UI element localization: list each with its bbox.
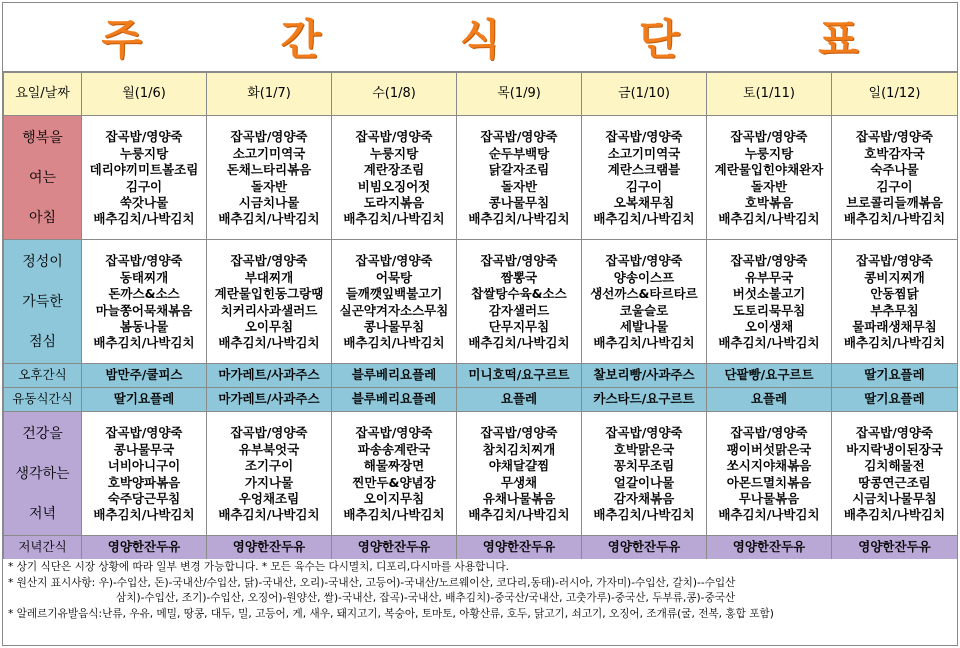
menu-item: 배추김치/나박김치 bbox=[218, 211, 320, 227]
label-line: 생각하는 bbox=[15, 465, 70, 482]
menu-item: 쑥갓나물 bbox=[119, 194, 169, 210]
menu-item: 잡곡밥/영양죽 bbox=[230, 253, 308, 269]
menu-item: 호박볶음 bbox=[744, 194, 794, 210]
menu-item: 배추김치/나박김치 bbox=[93, 211, 195, 227]
menu-item: 무나물볶음 bbox=[738, 490, 800, 506]
menu-item: 버섯소불고기 bbox=[732, 286, 806, 302]
menu-item: 야채달걀찜 bbox=[488, 458, 550, 474]
menu-item: 잡곡밥/영양죽 bbox=[480, 129, 558, 145]
menu-table bbox=[3, 72, 958, 560]
dinner-cell bbox=[207, 412, 332, 536]
menu-item: 짬뽕국 bbox=[500, 269, 538, 285]
menu-item: 호박감자국 bbox=[864, 145, 925, 161]
afternoon-snack-row bbox=[4, 364, 958, 388]
dinner-cell bbox=[707, 412, 832, 536]
menu-item: 부대찌개 bbox=[244, 269, 294, 285]
menu-item: 잡곡밥/영양죽 bbox=[355, 253, 433, 269]
header-row bbox=[4, 73, 958, 116]
menu-item: 오복채무침 bbox=[613, 194, 675, 210]
menu-item: 아몬드멸치볶음 bbox=[726, 474, 812, 490]
lunch-row bbox=[4, 240, 958, 364]
menu-item: 땅콩연근조림 bbox=[858, 474, 931, 490]
breakfast-row bbox=[4, 116, 958, 240]
menu-item: 배추김치/나박김치 bbox=[218, 507, 320, 523]
menu-item: 호박맑은국 bbox=[613, 441, 675, 457]
label-line: 행복을 bbox=[22, 129, 63, 146]
snack-cell: 영양한잔두유 bbox=[82, 536, 207, 560]
label-line: 정성이 bbox=[22, 253, 63, 270]
snack-cell: 찰보리빵/사과주스 bbox=[582, 364, 707, 388]
menu-item: 브로콜리들깨볶음 bbox=[846, 194, 943, 210]
menu-item: 비빔오징어젓 bbox=[357, 178, 431, 194]
menu-item: 팽이버섯맑은국 bbox=[726, 441, 812, 457]
lunch-cell bbox=[582, 240, 707, 364]
menu-item: 호박양파볶음 bbox=[107, 474, 181, 490]
menu-item: 들깨깻잎백불고기 bbox=[345, 286, 443, 302]
menu-item: 돌자반 bbox=[500, 178, 538, 194]
menu-item: 김구이 bbox=[125, 178, 163, 194]
label-line: 점심 bbox=[28, 333, 57, 350]
menu-item: 배추김치/나박김치 bbox=[718, 335, 820, 351]
page-title: 주 간 식 단 표 bbox=[101, 15, 921, 64]
menu-item: 찐만두&양념장 bbox=[352, 474, 436, 490]
breakfast-cell bbox=[707, 116, 832, 240]
snack-cell: 딸기요플레 bbox=[832, 364, 958, 388]
diabetic-snack-row bbox=[4, 388, 958, 412]
snack-cell: 영양한잔두유 bbox=[457, 536, 582, 560]
breakfast-cell bbox=[832, 116, 958, 240]
label-line: 저녁 bbox=[28, 505, 57, 522]
snack-cell: 카스타드/요구르트 bbox=[582, 388, 707, 412]
lunch-label bbox=[4, 240, 82, 364]
menu-item: 꽁치무조림 bbox=[613, 458, 675, 474]
dinner-cell bbox=[332, 412, 457, 536]
dinner-cell bbox=[832, 412, 958, 536]
menu-item: 어묵탕 bbox=[375, 269, 413, 285]
menu-item: 배추김치/나박김치 bbox=[468, 335, 570, 351]
menu-item: 잡곡밥/영양죽 bbox=[105, 253, 183, 269]
breakfast-cell bbox=[332, 116, 457, 240]
breakfast-label bbox=[4, 116, 82, 240]
weekly-menu-sheet bbox=[2, 2, 958, 646]
day-header: 화(1/7) bbox=[207, 73, 332, 116]
day-header: 일(1/12) bbox=[832, 73, 958, 116]
menu-item: 배추김치/나박김치 bbox=[218, 335, 320, 351]
menu-item: 누룽지탕 bbox=[369, 145, 419, 161]
snack-cell: 마가레트/사과주스 bbox=[207, 364, 332, 388]
menu-item: 배추김치/나박김치 bbox=[593, 335, 695, 351]
menu-item: 잡곡밥/영양죽 bbox=[730, 425, 808, 441]
snack-cell: 요플레 bbox=[707, 388, 832, 412]
diabetic-snack-label: 유동식간식 bbox=[4, 388, 82, 412]
menu-item: 잡곡밥/영양죽 bbox=[230, 425, 308, 441]
snack-cell: 마가레트/사과주스 bbox=[207, 388, 332, 412]
snack-cell: 밤만주/쿨피스 bbox=[82, 364, 207, 388]
dinner-cell bbox=[582, 412, 707, 536]
menu-item: 소고기미역국 bbox=[232, 145, 306, 161]
menu-item: 누룽지탕 bbox=[119, 145, 169, 161]
menu-item: 우엉채조림 bbox=[238, 490, 300, 506]
menu-item: 잡곡밥/영양죽 bbox=[730, 253, 808, 269]
menu-item: 잡곡밥/영양죽 bbox=[480, 253, 558, 269]
snack-cell: 딸기요플레 bbox=[82, 388, 207, 412]
snack-cell: 영양한잔두유 bbox=[582, 536, 707, 560]
menu-item: 배추김치/나박김치 bbox=[468, 507, 570, 523]
dinner-cell bbox=[82, 412, 207, 536]
snack-cell: 미니호떡/요구르트 bbox=[457, 364, 582, 388]
menu-item: 찹쌀탕수육&소스 bbox=[471, 286, 567, 302]
menu-item: 계란장조림 bbox=[363, 162, 425, 178]
menu-item: 잡곡밥/영양죽 bbox=[480, 425, 558, 441]
menu-item: 부추무침 bbox=[870, 302, 919, 318]
breakfast-cell bbox=[582, 116, 707, 240]
snack-cell: 영양한잔두유 bbox=[207, 536, 332, 560]
menu-item: 배추김치/나박김치 bbox=[843, 335, 946, 351]
menu-item: 유부북엇국 bbox=[238, 441, 300, 457]
menu-item: 코울슬로 bbox=[619, 302, 669, 318]
menu-item: 오이무침 bbox=[244, 318, 294, 334]
menu-item: 오이지무침 bbox=[363, 490, 425, 506]
menu-item: 잡곡밥/영양죽 bbox=[105, 425, 183, 441]
menu-item: 유채나물볶음 bbox=[482, 490, 556, 506]
menu-item: 해물짜장면 bbox=[363, 458, 425, 474]
menu-item: 바지락냉이된장국 bbox=[846, 441, 943, 457]
menu-item: 마늘쫑어묵채볶음 bbox=[95, 302, 193, 318]
lunch-cell bbox=[207, 240, 332, 364]
menu-item: 숙주나물 bbox=[870, 162, 919, 178]
menu-item: 배추김치/나박김치 bbox=[468, 211, 570, 227]
dinner-cell bbox=[457, 412, 582, 536]
label-line: 건강을 bbox=[22, 425, 63, 442]
menu-item: 봄동나물 bbox=[119, 318, 169, 334]
menu-item: 배추김치/나박김치 bbox=[343, 335, 445, 351]
menu-item: 잡곡밥/영양죽 bbox=[355, 129, 433, 145]
menu-item: 잡곡밥/영양죽 bbox=[355, 425, 433, 441]
menu-item: 조기구이 bbox=[244, 458, 294, 474]
menu-item: 도토리묵무침 bbox=[732, 302, 806, 318]
menu-item: 감자채볶음 bbox=[613, 490, 675, 506]
menu-item: 잡곡밥/영양죽 bbox=[605, 129, 683, 145]
menu-item: 배추김치/나박김치 bbox=[593, 507, 695, 523]
snack-cell: 영양한잔두유 bbox=[832, 536, 958, 560]
menu-item: 배추김치/나박김치 bbox=[843, 507, 946, 523]
label-line: 아침 bbox=[28, 209, 57, 226]
day-header: 토(1/11) bbox=[707, 73, 832, 116]
breakfast-cell bbox=[457, 116, 582, 240]
menu-item: 얼갈이나물 bbox=[613, 474, 675, 490]
lunch-cell bbox=[457, 240, 582, 364]
breakfast-cell bbox=[82, 116, 207, 240]
menu-item: 돌자반 bbox=[750, 178, 788, 194]
menu-item: 콩나물무침 bbox=[363, 318, 425, 334]
label-line: 가득한 bbox=[22, 293, 63, 310]
menu-item: 소고기미역국 bbox=[607, 145, 681, 161]
menu-item: 잡곡밥/영양죽 bbox=[230, 129, 308, 145]
menu-item: 배추김치/나박김치 bbox=[93, 335, 195, 351]
day-header: 수(1/8) bbox=[332, 73, 457, 116]
menu-item: 돌자반 bbox=[250, 178, 288, 194]
dinner-label bbox=[4, 412, 82, 536]
breakfast-cell bbox=[207, 116, 332, 240]
evening-snack-row bbox=[4, 536, 958, 560]
menu-item: 물파래생채무침 bbox=[852, 318, 937, 334]
menu-item: 누룽지탕 bbox=[744, 145, 794, 161]
lunch-cell bbox=[332, 240, 457, 364]
menu-item: 참치김치찌개 bbox=[482, 441, 556, 457]
snack-cell: 블루베리요플레 bbox=[332, 364, 457, 388]
menu-item: 파송송계란국 bbox=[357, 441, 431, 457]
menu-item: 시금치나물 bbox=[238, 194, 300, 210]
menu-item: 생선까스&타르타르 bbox=[590, 286, 698, 302]
menu-item: 잡곡밥/영양죽 bbox=[730, 129, 808, 145]
day-header: 금(1/10) bbox=[582, 73, 707, 116]
menu-item: 김구이 bbox=[876, 178, 913, 194]
menu-item: 시금치나물무침 bbox=[852, 490, 937, 506]
menu-item: 계란물입힌야채완자 bbox=[714, 162, 824, 178]
menu-item: 숙주당근무침 bbox=[107, 490, 181, 506]
menu-item: 닭갈자조림 bbox=[488, 162, 550, 178]
menu-item: 안동찜닭 bbox=[870, 286, 919, 302]
notes-section bbox=[3, 559, 957, 645]
menu-item: 계란스크램블 bbox=[607, 162, 681, 178]
corner-header: 요일/날짜 bbox=[4, 73, 82, 116]
menu-item: 배추김치/나박김치 bbox=[718, 211, 820, 227]
menu-item: 돈채느타리볶음 bbox=[226, 162, 312, 178]
menu-item: 배추김치/나박김치 bbox=[843, 211, 946, 227]
snack-cell: 딸기요플레 bbox=[832, 388, 958, 412]
menu-item: 단무지무침 bbox=[488, 318, 550, 334]
menu-item: 김치해물전 bbox=[864, 458, 925, 474]
menu-item: 도라지볶음 bbox=[363, 194, 425, 210]
note-line: * 상기 식단은 시장 상황에 따라 일부 변경 가능합니다. * 모든 육수는 다시멸치, 디포리,다시마를 사용합니다. bbox=[8, 561, 510, 573]
menu-item: 콩나물무침 bbox=[488, 194, 550, 210]
snack-cell: 블루베리요플레 bbox=[332, 388, 457, 412]
menu-item: 잡곡밥/영양죽 bbox=[605, 253, 683, 269]
menu-item: 배추김치/나박김치 bbox=[93, 507, 195, 523]
menu-item: 콩나물무국 bbox=[113, 441, 175, 457]
lunch-cell bbox=[82, 240, 207, 364]
menu-item: 배추김치/나박김치 bbox=[718, 507, 820, 523]
title-row bbox=[3, 3, 957, 72]
evening-snack-label: 저녁간식 bbox=[4, 536, 82, 560]
menu-item: 무생채 bbox=[500, 474, 538, 490]
snack-cell: 요플레 bbox=[457, 388, 582, 412]
snack-cell: 단팥빵/요구르트 bbox=[707, 364, 832, 388]
menu-item: 잡곡밥/영양죽 bbox=[855, 253, 934, 269]
menu-item: 순두부백탕 bbox=[488, 145, 550, 161]
lunch-cell bbox=[707, 240, 832, 364]
menu-item: 돈까스&소스 bbox=[108, 286, 180, 302]
snack-cell: 영양한잔두유 bbox=[332, 536, 457, 560]
note-line: * 알레르기유발음식:난류, 우유, 메밀, 땅콩, 대두, 밀, 고등어, 게, 새우, 돼지고기, 복숭아, 토마토, 아황산류, 호두, 닭고기, 쇠고기, 오징어, 조개류(굴, 전복, 홍합 포함) bbox=[8, 607, 774, 620]
menu-item: 가지나물 bbox=[244, 474, 294, 490]
menu-item: 너비아니구이 bbox=[107, 458, 181, 474]
menu-item: 데리야끼미트볼조림 bbox=[89, 162, 199, 178]
note-line: 삼치)-수입산, 조기)-수입산, 오징어)-원양산, 쌀)-국내산, 잡곡)-국내산, 배추김치)-중국산/국내산, 고춧가루)-중국산, 두부류,콩)-중국산 bbox=[116, 592, 736, 605]
menu-item: 계란물입힌동그랑땡 bbox=[214, 286, 324, 302]
menu-item: 유부무국 bbox=[744, 269, 794, 285]
dinner-row bbox=[4, 412, 958, 536]
menu-item: 오이생채 bbox=[744, 318, 794, 334]
menu-item: 잡곡밥/영양죽 bbox=[855, 425, 934, 441]
menu-item: 감자샐러드 bbox=[488, 302, 550, 318]
menu-item: 동태찌개 bbox=[119, 269, 169, 285]
menu-item: 배추김치/나박김치 bbox=[343, 507, 445, 523]
menu-item: 김구이 bbox=[625, 178, 663, 194]
menu-item: 치커리사과샐러드 bbox=[220, 302, 318, 318]
day-header: 목(1/9) bbox=[457, 73, 582, 116]
menu-item: 세발나물 bbox=[619, 318, 669, 334]
menu-item: 잡곡밥/영양죽 bbox=[855, 129, 934, 145]
menu-item: 콩비지찌개 bbox=[864, 269, 925, 285]
label-line: 여는 bbox=[28, 169, 57, 186]
snack-cell: 영양한잔두유 bbox=[707, 536, 832, 560]
menu-item: 배추김치/나박김치 bbox=[343, 211, 445, 227]
menu-item: 양송이스프 bbox=[613, 269, 675, 285]
menu-item: 잡곡밥/영양죽 bbox=[605, 425, 683, 441]
afternoon-snack-label: 오후간식 bbox=[4, 364, 82, 388]
note-line: * 원산지 표시사항: 우)-수입산, 돈)-국내산/수입산, 닭)-국내산, 오리)-국내산, 고등어)-국내산/노르웨이산, 코다리,동태)-러시아, 가자미)-수입산, 갈치)--수입산 bbox=[8, 576, 736, 589]
menu-item: 쏘시지야채볶음 bbox=[726, 458, 812, 474]
menu-item: 배추김치/나박김치 bbox=[593, 211, 695, 227]
menu-item: 잡곡밥/영양죽 bbox=[105, 129, 183, 145]
day-header: 월(1/6) bbox=[82, 73, 207, 116]
lunch-cell bbox=[832, 240, 958, 364]
menu-item: 실곤약겨자소스무침 bbox=[339, 302, 449, 318]
